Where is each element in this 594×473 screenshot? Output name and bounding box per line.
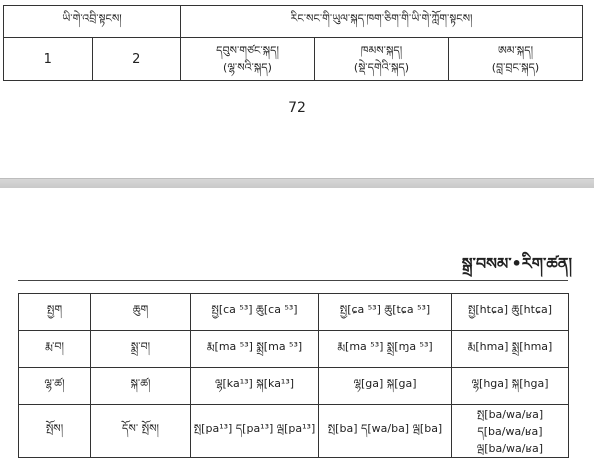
table-row <box>19 331 569 368</box>
reading-line: སྤ[ba/wa/ʁa] <box>476 407 544 421</box>
dialect-alt: (བླ་བྲང་སྐད) <box>491 61 540 74</box>
table-row <box>19 368 569 405</box>
cell-word: སྤྱག <box>19 294 91 331</box>
reading-table <box>3 5 583 81</box>
column-number-2: 2 <box>92 38 181 81</box>
cell-word: ལྷ་ཚ། <box>19 368 91 405</box>
dialect-name: ཁམས་སྐད། <box>360 44 403 57</box>
reading-line: ལྦ[ba/wa/ʁa] <box>476 441 544 455</box>
cell-word: ཆུག <box>91 294 191 331</box>
table-row <box>19 294 569 331</box>
page-top <box>0 0 594 178</box>
phonetics-table <box>18 293 569 458</box>
dialect-name: ཨམ་སྐད། <box>497 44 534 57</box>
page-bottom <box>0 188 594 473</box>
header-dialects: རིང་སང་གི་ཡུལ་སྐད་ཁག་ཅིག་གི་ཡི་གེ་ཀློག་སྟངས། <box>181 6 583 38</box>
cell-reading: ལྷ[ka¹³] སྐ[ka¹³] <box>191 368 319 405</box>
cell-reading: སྤྱ[ɕa ⁵³] ཆུ[tɕa ⁵³] <box>319 294 452 331</box>
dialect-alt: (ལྷ་སའི་སྐད) <box>223 61 272 74</box>
dialect-cell <box>315 38 449 81</box>
section-title: སྒྲ་བསམ་•རིག་ཚན། <box>461 254 572 273</box>
dialect-cell <box>449 38 583 81</box>
cell-word: སྨྲ་བ། <box>91 331 191 368</box>
cell-word: སྤོས། <box>19 405 91 458</box>
cell-reading: རྨ[hma] སྨྲ[hma] <box>452 331 569 368</box>
cell-word: དོས་ སྤོས། <box>91 405 191 458</box>
cell-reading: སྤ[pa¹³] ད[pa¹³] ལྦ[pa¹³] <box>191 405 319 458</box>
cell-reading: སྤྱ[ca ⁵³] ཆུ[ca ⁵³] <box>191 294 319 331</box>
dialect-name: དབུས་གཙང་སྐད། <box>216 44 279 57</box>
title-rule <box>18 280 568 281</box>
cell-word: རྨ་བ། <box>19 331 91 368</box>
cell-reading: སྤྱ[htɕa] ཆུ[htɕa] <box>452 294 569 331</box>
cell-word: སྐ་ཚ། <box>91 368 191 405</box>
cell-reading: རྨ[ma ⁵³] སྨྲ[ɱa ⁵³] <box>319 331 452 368</box>
cell-reading: ལྷ[ga] སྐ[ga] <box>319 368 452 405</box>
page-number: 72 <box>288 100 306 116</box>
cell-reading: ལྷ[hga] སྐ[hga] <box>452 368 569 405</box>
cell-reading-multi <box>452 405 569 458</box>
dialect-cell <box>181 38 315 81</box>
cell-reading: སྤ[ba] ད[wa/ba] ལྦ[ba] <box>319 405 452 458</box>
cell-reading: རྨ[ma ⁵³] སྨྲ[ma ⁵³] <box>191 331 319 368</box>
table-row <box>19 405 569 458</box>
column-number-1: 1 <box>4 38 93 81</box>
header-spelling: ཡི་གེ་འབྲི་སྟངས། <box>4 6 181 38</box>
dialect-alt: (སྡེ་དགེའི་སྐད) <box>353 61 410 74</box>
reading-line: ད[ba/wa/ʁa] <box>477 424 543 438</box>
